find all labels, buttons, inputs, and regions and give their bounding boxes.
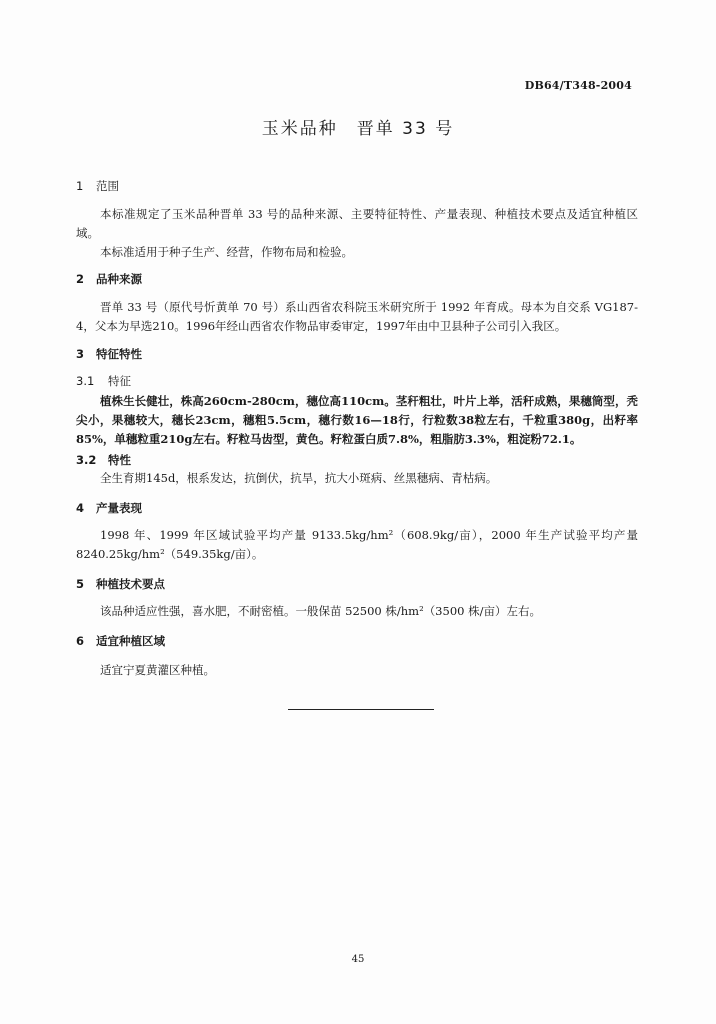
paragraph: 本标准适用于种子生产、经营，作物布局和检验。 bbox=[100, 245, 353, 259]
section-1-heading bbox=[76, 178, 119, 194]
paragraph: 该品种适应性强，喜水肥，不耐密植。一般保苗 52500 株/hm²（3500 株/亩）左右。 bbox=[100, 604, 541, 618]
end-rule bbox=[288, 709, 434, 710]
document-title: 玉米品种 晋单 33 号 bbox=[261, 119, 455, 139]
section-5-heading bbox=[76, 576, 165, 592]
section-number: 5 bbox=[76, 577, 85, 591]
subsection-3-1-heading bbox=[76, 373, 131, 389]
page-number: 45 bbox=[351, 954, 365, 965]
paragraph: 1998 年、1999 年区域试验平均产量 9133.5kg/hm²（608.9kg/亩），2000 年生产试验平均产量 8240.25kg/hm²（549.35kg/亩）。 bbox=[76, 528, 638, 561]
paragraph: 本标准规定了玉米品种晋单 33 号的品种来源、主要特征特性、产量表现、种植技术要点及适宜种植区域。 bbox=[76, 207, 638, 240]
section-number: 1 bbox=[76, 179, 84, 193]
section-title: 特征特性 bbox=[96, 347, 142, 361]
section-number: 4 bbox=[76, 501, 85, 515]
section-title: 产量表现 bbox=[96, 501, 142, 515]
section-number: 2 bbox=[76, 272, 85, 286]
section-title: 种植技术要点 bbox=[96, 577, 165, 591]
standard-code: DB64/T348-2004 bbox=[524, 79, 632, 92]
subsection-3-2-heading bbox=[76, 452, 131, 468]
subsection-title: 特征 bbox=[108, 374, 131, 388]
section-title: 品种来源 bbox=[96, 272, 142, 286]
paragraph: 晋单 33 号（原代号忻黄单 70 号）系山西省农科院玉米研究所于 1992 年育成。母本为自交系 VG187-4，父本为早选210。1996年经山西省农作物品审委审定，1997年由中卫县种子公司引入我区。 bbox=[76, 300, 638, 333]
paragraph: 适宜宁夏黄灌区种植。 bbox=[100, 663, 215, 677]
section-2-heading bbox=[76, 271, 142, 287]
paragraph: 全生育期145d，根系发达，抗倒伏，抗旱，抗大小斑病、丝黑穗病、青枯病。 bbox=[100, 471, 498, 485]
section-number: 6 bbox=[76, 634, 85, 648]
subsection-number: 3.2 bbox=[76, 453, 97, 467]
subsection-title: 特性 bbox=[108, 453, 131, 467]
subsection-number: 3.1 bbox=[76, 374, 95, 388]
section-title: 范围 bbox=[96, 179, 119, 193]
section-number: 3 bbox=[76, 347, 85, 361]
section-4-heading bbox=[76, 500, 142, 516]
section-3-heading bbox=[76, 346, 142, 362]
section-title: 适宜种植区域 bbox=[96, 634, 165, 648]
paragraph: 植株生长健壮，株高260cm-280cm，穗位高110cm。茎秆粗壮，叶片上举，活秆成熟，果穗筒型，秃尖小，果穗较大，穗长23cm，穗粗5.5cm，穗行数16—18行，行粒数38粒左右，千粒重380g，出籽率85%，单穗粒重210g左右。籽粒马齿型，黄色。籽粒蛋白质7.8%，粗脂肪3.3%，粗淀粉72.1。 bbox=[76, 394, 638, 446]
section-6-heading bbox=[76, 633, 165, 649]
